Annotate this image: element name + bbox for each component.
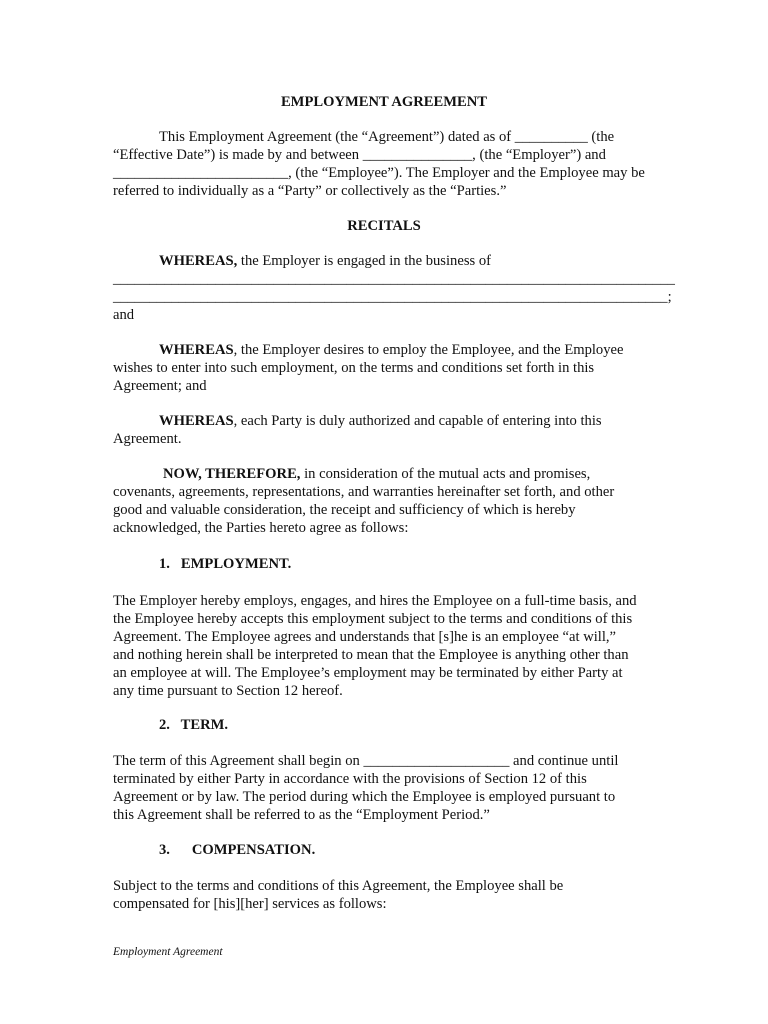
recital-2-text: , the Employer desires to employ the Employee, and the Employee	[233, 342, 624, 358]
recital-2-lead: WHEREAS	[159, 342, 234, 358]
section-2-line-3: Agreement or by law. The period during which the Employee is employed pursuant to	[113, 789, 616, 805]
recital-2-line-1	[159, 341, 623, 359]
document-title: EMPLOYMENT AGREEMENT	[280, 94, 488, 110]
recital-1-and: and	[113, 307, 135, 323]
section-1-line-3: Agreement. The Employee agrees and understands that [s]he is an employee “at will,”	[113, 629, 617, 645]
page-footer: Employment Agreement	[113, 946, 223, 958]
section-2-line-2: terminated by either Party in accordance with the provisions of Section 12 of this	[113, 771, 587, 787]
now-therefore-text: in consideration of the mutual acts and promises,	[300, 466, 591, 482]
recital-1-blank-line-2: ____________________________________________________________________________;	[113, 289, 672, 305]
now-therefore-line-2: covenants, agreements, representations, and warranties hereinafter set forth, and other	[113, 484, 615, 500]
section-1-line-2: the Employee hereby accepts this employment subject to the terms and conditions of this	[113, 611, 633, 627]
recital-3-line-2: Agreement.	[113, 431, 182, 447]
recitals-heading: RECITALS	[347, 218, 421, 234]
section-1-line-6: any time pursuant to Section 12 hereof.	[113, 683, 343, 699]
section-3-line-2: compensated for [his][her] services as follows:	[113, 896, 387, 912]
recital-1-blank-line-1: _____________________________________________________________________________	[113, 271, 675, 287]
recital-3-lead: WHEREAS	[159, 413, 234, 429]
intro-line-1: This Employment Agreement (the “Agreement”) dated as of __________ (the	[159, 129, 615, 145]
section-1-line-4: and nothing herein shall be interpreted to mean that the Employee is anything other than	[113, 647, 629, 663]
recital-1-lead: WHEREAS,	[159, 253, 238, 269]
section-2-line-1: The term of this Agreement shall begin on ____________________ and continue until	[113, 753, 619, 769]
recital-2-line-2: wishes to enter into such employment, on the terms and conditions set forth in this	[113, 360, 595, 376]
section-1-line-5: an employee at will. The Employee’s employment may be terminated by either Party at	[113, 665, 623, 681]
now-therefore-line-3: good and valuable consideration, the receipt and sufficiency of which is hereby	[113, 502, 576, 518]
section-3-heading: 3. COMPENSATION.	[159, 842, 316, 858]
section-1-heading: 1. EMPLOYMENT.	[159, 556, 292, 572]
recital-1-line-1	[159, 252, 491, 270]
recital-1-text: the Employer is engaged in the business of	[237, 253, 491, 269]
section-2-heading: 2. TERM.	[159, 717, 229, 733]
section-1-line-1: The Employer hereby employs, engages, and hires the Employee on a full-time basis, and	[113, 593, 637, 609]
recital-2-line-3: Agreement; and	[113, 378, 207, 394]
now-therefore-line-1	[163, 465, 590, 483]
now-therefore-line-4: acknowledged, the Parties hereto agree as follows:	[113, 520, 409, 536]
intro-line-3: ________________________, (the “Employee”). The Employer and the Employee may be	[113, 165, 645, 181]
section-2-line-4: this Agreement shall be referred to as the “Employment Period.”	[113, 807, 490, 823]
recital-3-text: , each Party is duly authorized and capable of entering into this	[233, 413, 602, 429]
recital-3-line-1	[159, 412, 602, 430]
section-3-line-1: Subject to the terms and conditions of this Agreement, the Employee shall be	[113, 878, 564, 894]
now-therefore-lead: NOW, THEREFORE,	[163, 466, 301, 482]
intro-line-2: “Effective Date”) is made by and between _______________, (the “Employer”) and	[113, 147, 606, 163]
intro-line-4: referred to individually as a “Party” or collectively as the “Parties.”	[113, 183, 507, 199]
